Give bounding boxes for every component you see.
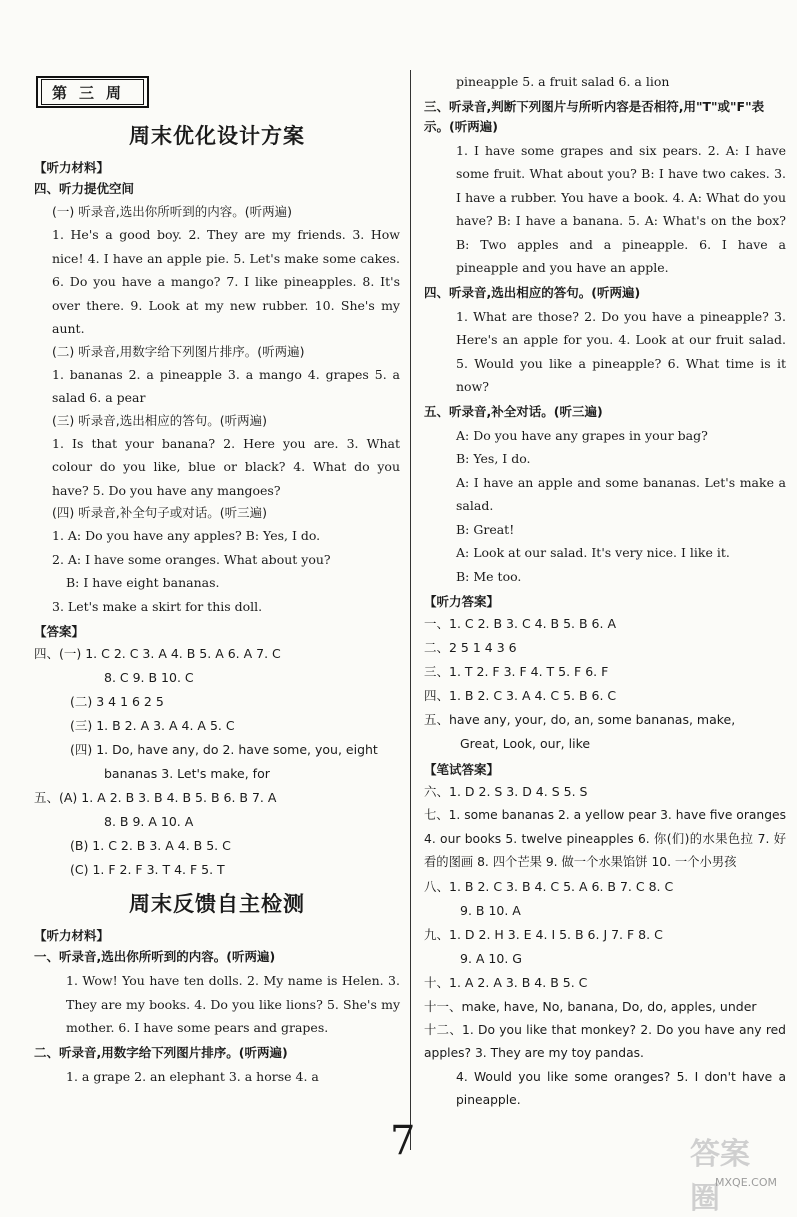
answer-tag: 【答案】 [34, 624, 85, 639]
question-2-heading: 二、听录音,用数字给下列图片排序。(听两遍) [34, 1044, 288, 1060]
answer-line: 九、1. D 2. H 3. E 4. I 5. B 6. J 7. F 8. C [424, 926, 663, 942]
part-3-heading: (三) 听录音,选出相应的答句。(听两遍) [52, 412, 267, 428]
part-4-line-2: 2. A: I have some oranges. What about you? [52, 551, 331, 567]
answer-line: 十一、make, have, No, banana, Do, do, apples, under [424, 998, 757, 1014]
answer-line: Great, Look, our, like [460, 736, 591, 751]
listening-material-tag: 【听力材料】 [34, 160, 110, 175]
part-4-heading: (四) 听录音,补全句子或对话。(听三遍) [52, 505, 267, 520]
answer-block: 七、1. some bananas 2. a yellow pear 3. have five oranges 4. our books 5. twelve pineapples 6. 你(们)的水果色拉 7. 好看的图画 8. 四个芒果 9. 做一个水果馅饼 10. 一个小男孩 [424, 808, 786, 869]
answer-line: 9. B 10. A [460, 902, 521, 918]
answer-line: 四、1. B 2. C 3. A 4. C 5. B 6. C [424, 688, 617, 703]
answer-line: 二、2 5 1 4 3 6 [424, 640, 517, 655]
page-number: 7 [390, 1118, 416, 1164]
listening-material-tag-2: 【听力材料】 [34, 928, 110, 943]
answer-line: (三) 1. B 2. A 3. A 4. A 5. C [70, 718, 235, 733]
question-2-continued: pineapple 5. a fruit salad 6. a lion [456, 74, 670, 89]
part-4-line-3: B: I have eight bananas. [66, 575, 220, 590]
dialog-line: A: Do you have any grapes in your bag? [456, 427, 708, 443]
watermark-text: MXQE.COM [715, 1176, 777, 1189]
question-2-text: 1. a grape 2. an elephant 3. a horse 4. a [66, 1068, 319, 1084]
answer-block: 4. Would you like some oranges? 5. I don't have a pineapple. [456, 1069, 786, 1107]
answer-line: 六、1. D 2. S 3. D 4. S 5. S [424, 784, 588, 799]
answer-line: 8. C 9. B 10. C [104, 670, 194, 685]
answer-line: 9. A 10. G [460, 950, 522, 966]
left-column [34, 70, 400, 1088]
question-4-heading: 四、听录音,选出相应的答句。(听两遍) [424, 284, 641, 300]
part-1-text: 1. He's a good boy. 2. They are my friends. 3. How nice! 4. I have an apple pie. 5. Let's make some cakes. 6. Do you have a mango? 7. I like pineapples. 8. It's over there. 9. Look at my new rubber. 10. She's my aunt. [52, 227, 400, 336]
answer-line: 三、1. T 2. F 3. F 4. T 5. F 6. F [424, 664, 609, 679]
question-3-text: 1. I have some grapes and six pears. 2. A: I have some fruit. What about you? B: I have two cakes. 3. I have a rubber. You have a book. 4. A: What do you have? B: I have a banana. 5. A: What's on the box? B: Two apples and a pineapple. 6. I have a pineapple and you have an apple. [456, 142, 786, 275]
dialog-line: B: Yes, I do. [456, 451, 531, 466]
part-1-heading: (一) 听录音,选出你所听到的内容。(听两遍) [52, 204, 292, 219]
dialog-line: A: I have an apple and some bananas. Let's make a salad. [456, 474, 786, 513]
title-optimization-plan: 周末优化设计方案 [129, 124, 305, 148]
answer-line: bananas 3. Let's make, for [104, 766, 270, 781]
dialog-line: A: Look at our salad. It's very nice. I like it. [456, 545, 730, 560]
part-3-text: 1. Is that your banana? 2. Here you are. 3. What colour do you like, blue or black? 4. What do you have? 5. Do you have any mangoes? [52, 435, 400, 498]
question-1-text: 1. Wow! You have ten dolls. 2. My name is Helen. 3. They are my books. 4. Do you like lions? 5. She's my mother. 6. I have some pears and grapes. [66, 973, 400, 1035]
section-4-heading: 四、听力提优空间 [34, 181, 135, 196]
week-label-box [36, 76, 149, 108]
part-2-heading: (二) 听录音,用数字给下列图片排序。(听两遍) [52, 343, 305, 359]
question-5-heading: 五、听录音,补全对话。(听三遍) [424, 403, 603, 419]
answer-line: 五、(A) 1. A 2. B 3. B 4. B 5. B 6. B 7. A [34, 790, 277, 805]
answer-line: (四) 1. Do, have any, do 2. have some, you, eight [70, 742, 378, 757]
answer-line: (二) 3 4 1 6 2 5 [70, 694, 164, 709]
dialog-line: B: Me too. [456, 568, 522, 584]
answer-line: 十、1. A 2. A 3. B 4. B 5. C [424, 974, 588, 990]
answer-line: 八、1. B 2. C 3. B 4. C 5. A 6. B 7. C 8. C [424, 878, 674, 894]
answer-line: 五、have any, your, do, an, some bananas, make, [424, 712, 736, 727]
question-3-heading: 三、听录音,判断下列图片与所听内容是否相符,用"T"或"F"表示。(听两遍) [424, 98, 765, 134]
listening-answer-tag: 【听力答案】 [424, 594, 500, 609]
question-4-text: 1. What are those? 2. Do you have a pineapple? 3. Here's an apple for you. 4. Look at our fruit salad. 5. Would you like a pineapple? 6. What time is it now? [456, 308, 786, 394]
question-1-heading: 一、听录音,选出你所听到的内容。(听两遍) [34, 949, 276, 964]
dialog-line: B: Great! [456, 521, 515, 537]
title-feedback-test: 周末反馈自主检测 [129, 892, 305, 916]
answer-line: 8. B 9. A 10. A [104, 814, 194, 829]
written-answer-tag: 【笔试答案】 [424, 762, 500, 777]
answer-line: 四、(一) 1. C 2. C 3. A 4. B 5. A 6. A 7. C [34, 646, 281, 661]
part-4-line-4: 3. Let's make a skirt for this doll. [52, 598, 263, 614]
watermark-logo-icon: 答案圈 [690, 1137, 750, 1216]
part-2-text: 1. bananas 2. a pineapple 3. a mango 4. grapes 5. a salad 6. a pear [52, 366, 400, 405]
answer-line: 一、1. C 2. B 3. C 4. B 5. B 6. A [424, 616, 616, 631]
part-4-line-1: 1. A: Do you have any apples? B: Yes, I do. [52, 528, 321, 543]
column-divider [410, 70, 411, 1150]
answer-line: (C) 1. F 2. F 3. T 4. F 5. T [70, 862, 225, 877]
right-column [424, 70, 786, 1113]
watermark [690, 1125, 785, 1216]
answer-block: 十二、1. Do you like that monkey? 2. Do you have any red apples? 3. They are my toy pandas. [424, 1022, 786, 1060]
answer-line: (B) 1. C 2. B 3. A 4. B 5. C [70, 838, 231, 853]
week-label: 第三周 [41, 79, 144, 105]
